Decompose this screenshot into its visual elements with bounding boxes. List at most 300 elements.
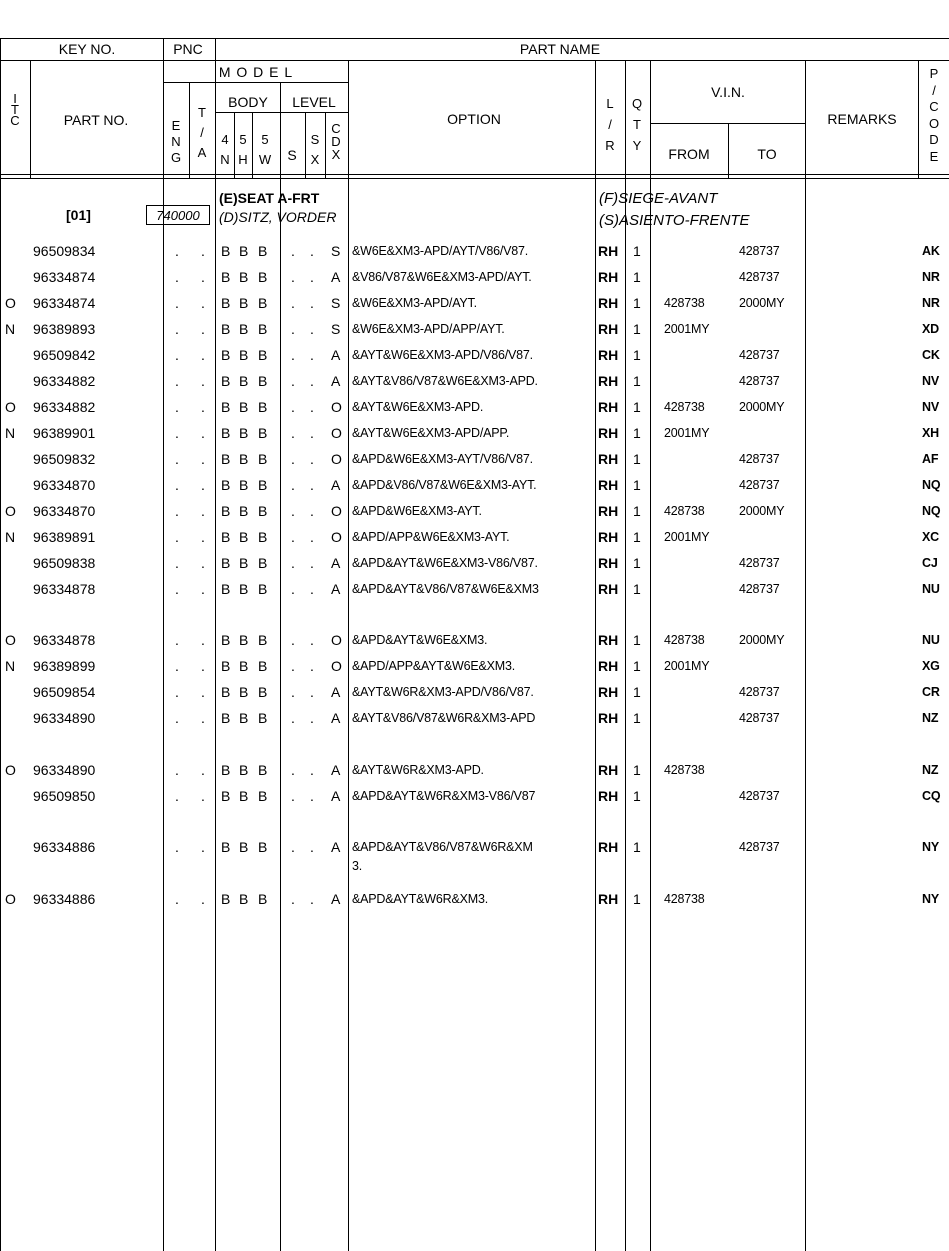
row-pcode: CK (922, 348, 940, 362)
row-qty: 1 (633, 399, 641, 415)
row-lr: RH (598, 451, 619, 467)
row-body-5h: B (239, 529, 249, 545)
row-body-5h: B (239, 321, 249, 337)
row-ta: . (201, 555, 205, 571)
row-body-4n: B (221, 658, 231, 674)
row-part-no: 96334886 (33, 891, 96, 907)
row-ta: . (201, 839, 205, 855)
row-pcode: XC (922, 530, 939, 544)
row-pcode: NY (922, 892, 939, 906)
group-key-no: [01] (66, 207, 91, 223)
row-eng: . (175, 581, 179, 597)
row-body-5w: B (258, 529, 268, 545)
row-body-5w: B (258, 477, 268, 493)
header-part-no: PART NO. (63, 112, 129, 128)
row-body-5h: B (239, 632, 249, 648)
row-qty: 1 (633, 477, 641, 493)
row-eng: . (175, 632, 179, 648)
row-ta: . (201, 373, 205, 389)
row-lr: RH (598, 425, 619, 441)
row-eng: . (175, 425, 179, 441)
row-qty: 1 (633, 891, 641, 907)
col-pnc-divider (215, 38, 216, 1251)
row-body-4n: B (221, 451, 231, 467)
row-lr: RH (598, 839, 619, 855)
header-body-4n: 4 N (220, 132, 230, 167)
row-lr: RH (598, 632, 619, 648)
row-ta: . (201, 295, 205, 311)
row-level-cdx: O (331, 658, 342, 674)
row-body-5w: B (258, 373, 268, 389)
row-lr: RH (598, 581, 619, 597)
row-vin-to: 428737 (739, 556, 780, 570)
row-body-5h: B (239, 451, 249, 467)
row-level-cdx: A (331, 891, 341, 907)
row-body-5w: B (258, 762, 268, 778)
row-level-sx: . (310, 632, 314, 648)
row-body-4n: B (221, 243, 231, 259)
row-ta: . (201, 632, 205, 648)
row-body-5w: B (258, 347, 268, 363)
row-body-5h: B (239, 477, 249, 493)
group-name-f: (F)SIEGE-AVANT (599, 190, 718, 207)
header-lr: L / R (605, 96, 615, 153)
row-ta: . (201, 788, 205, 804)
row-ta: . (201, 269, 205, 285)
row-level-s: . (291, 529, 295, 545)
row-eng: . (175, 529, 179, 545)
row-eng: . (175, 321, 179, 337)
row-vin-to: 2000MY (739, 633, 785, 647)
row-body-5h: B (239, 710, 249, 726)
row-body-5w: B (258, 710, 268, 726)
row-pcode: XH (922, 426, 939, 440)
row-pcode: AF (922, 452, 939, 466)
row-option: &APD&W6E&XM3-AYT/V86/V87. (352, 452, 533, 466)
row-itc: O (5, 295, 16, 311)
row-eng: . (175, 295, 179, 311)
row-body-4n: B (221, 710, 231, 726)
row-qty: 1 (633, 555, 641, 571)
row-qty: 1 (633, 632, 641, 648)
row-qty: 1 (633, 347, 641, 363)
row-vin-to: 428737 (739, 840, 780, 854)
row-level-s: . (291, 451, 295, 467)
row-body-4n: B (221, 503, 231, 519)
row-vin-to: 428737 (739, 374, 780, 388)
row-itc: N (5, 321, 16, 337)
header-body: BODY (228, 94, 268, 110)
row-level-sx: . (310, 710, 314, 726)
row-level-sx: . (310, 399, 314, 415)
header-itc: I T C (10, 91, 20, 128)
row-body-4n: B (221, 321, 231, 337)
row-ta: . (201, 684, 205, 700)
row-vin-to: 428737 (739, 711, 780, 725)
row-lr: RH (598, 399, 619, 415)
row-option: &APD&AYT&V86/V87&W6R&XM (352, 840, 533, 854)
row-part-no: 96509834 (33, 243, 96, 259)
row-pcode: CJ (922, 556, 938, 570)
col-left-border (0, 38, 1, 1251)
row-vin-to: 2000MY (739, 296, 785, 310)
row-pcode: NU (922, 582, 940, 596)
row-eng: . (175, 684, 179, 700)
row-part-no: 96509850 (33, 788, 96, 804)
row-part-no: 96334882 (33, 399, 96, 415)
row-ta: . (201, 581, 205, 597)
row-body-5h: B (239, 425, 249, 441)
row-vin-from: 2001MY (664, 426, 710, 440)
col-remarks-divider (918, 60, 919, 178)
row-part-no: 96334890 (33, 762, 96, 778)
col-from-divider (728, 123, 729, 178)
col-5h-divider (252, 112, 253, 178)
row-option: &APD/APP&W6E&XM3-AYT. (352, 530, 510, 544)
row-ta: . (201, 529, 205, 545)
row-part-no: 96334874 (33, 269, 96, 285)
row-eng: . (175, 399, 179, 415)
col-s-divider (305, 112, 306, 178)
group-pnc: 740000 (156, 207, 200, 223)
row-ta: . (201, 477, 205, 493)
row-pcode: NU (922, 633, 940, 647)
row-level-s: . (291, 658, 295, 674)
row-lr: RH (598, 710, 619, 726)
row-ta: . (201, 243, 205, 259)
row-level-s: . (291, 503, 295, 519)
row-level-sx: . (310, 581, 314, 597)
row-level-cdx: S (331, 321, 341, 337)
row-body-5w: B (258, 658, 268, 674)
row-pcode: XG (922, 659, 940, 673)
row-itc: N (5, 529, 16, 545)
row-level-sx: . (310, 529, 314, 545)
row-body-5w: B (258, 503, 268, 519)
row-option: &APD&AYT&W6R&XM3. (352, 892, 488, 906)
row-body-5h: B (239, 243, 249, 259)
row-level-cdx: S (331, 243, 341, 259)
row-body-4n: B (221, 555, 231, 571)
row-qty: 1 (633, 762, 641, 778)
row-body-5h: B (239, 891, 249, 907)
row-part-no: 96334882 (33, 373, 96, 389)
row-part-no: 96389899 (33, 658, 96, 674)
row-part-no: 96334878 (33, 632, 96, 648)
row-lr: RH (598, 555, 619, 571)
header-level: LEVEL (292, 94, 336, 110)
row-body-5h: B (239, 373, 249, 389)
row-lr: RH (598, 269, 619, 285)
row-body-4n: B (221, 269, 231, 285)
row-level-sx: . (310, 555, 314, 571)
row-level-cdx: A (331, 373, 341, 389)
row-itc: N (5, 658, 16, 674)
row-option: &V86/V87&W6E&XM3-APD/AYT. (352, 270, 532, 284)
row-level-cdx: A (331, 788, 341, 804)
row-body-4n: B (221, 839, 231, 855)
header-vin: V.I.N. (711, 84, 745, 100)
row-level-sx: . (310, 243, 314, 259)
row-level-cdx: O (331, 503, 342, 519)
row-body-5w: B (258, 684, 268, 700)
row-option: &APD&V86/V87&W6E&XM3-AYT. (352, 478, 537, 492)
row-eng: . (175, 373, 179, 389)
row-option: &W6E&XM3-APD/APP/AYT. (352, 322, 505, 336)
row-pcode: NQ (922, 504, 941, 518)
row-body-5h: B (239, 581, 249, 597)
row-body-5w: B (258, 581, 268, 597)
row-eng: . (175, 555, 179, 571)
row-vin-to: 2000MY (739, 504, 785, 518)
row-ta: . (201, 762, 205, 778)
row-eng: . (175, 451, 179, 467)
row-body-5h: B (239, 347, 249, 363)
row-level-cdx: A (331, 839, 341, 855)
row-level-s: . (291, 399, 295, 415)
header-body-5w: 5 W (258, 132, 272, 167)
row-level-sx: . (310, 839, 314, 855)
header-key-no: KEY NO. (58, 41, 116, 57)
row-qty: 1 (633, 269, 641, 285)
row-body-5h: B (239, 399, 249, 415)
row-part-no: 96389891 (33, 529, 96, 545)
row-body-5h: B (239, 684, 249, 700)
row-level-sx: . (310, 321, 314, 337)
row-level-cdx: A (331, 347, 341, 363)
row-part-no: 96509838 (33, 555, 96, 571)
row-eng: . (175, 658, 179, 674)
col-body-divider (280, 82, 281, 1251)
row-body-5w: B (258, 425, 268, 441)
row-part-no: 96334878 (33, 581, 96, 597)
row-part-no: 96509854 (33, 684, 96, 700)
row-eng: . (175, 477, 179, 493)
row-option: &APD&AYT&W6R&XM3-V86/V87 (352, 789, 536, 803)
row-level-s: . (291, 839, 295, 855)
group-name-e: (E)SEAT A-FRT (219, 190, 320, 206)
row-level-s: . (291, 269, 295, 285)
row-qty: 1 (633, 503, 641, 519)
row-pcode: CQ (922, 789, 941, 803)
row-option: &APD/APP&AYT&W6E&XM3. (352, 659, 515, 673)
row-option: &AYT&V86/V87&W6R&XM3-APD (352, 711, 536, 725)
row-pcode: NR (922, 296, 940, 310)
row-pcode: NQ (922, 478, 941, 492)
row-level-s: . (291, 632, 295, 648)
row-eng: . (175, 788, 179, 804)
group-name-d: (D)SITZ, VORDER (219, 209, 337, 225)
row-body-4n: B (221, 295, 231, 311)
header-ta: T / A (197, 105, 207, 160)
row-part-no: 96334870 (33, 503, 96, 519)
row-level-s: . (291, 347, 295, 363)
row-vin-from: 428738 (664, 400, 705, 414)
col-qty-divider (650, 60, 651, 1251)
model-divider (163, 82, 348, 83)
row-level-sx: . (310, 658, 314, 674)
row-option-continued: 3. (352, 859, 363, 873)
row-lr: RH (598, 788, 619, 804)
row-level-sx: . (310, 788, 314, 804)
row-itc: O (5, 503, 16, 519)
row-lr: RH (598, 373, 619, 389)
row-body-5w: B (258, 632, 268, 648)
row-level-cdx: S (331, 295, 341, 311)
row-part-no: 96389893 (33, 321, 96, 337)
row-lr: RH (598, 891, 619, 907)
row-lr: RH (598, 477, 619, 493)
row-lr: RH (598, 243, 619, 259)
row-body-5w: B (258, 243, 268, 259)
row-body-5w: B (258, 555, 268, 571)
row-ta: . (201, 399, 205, 415)
row-qty: 1 (633, 658, 641, 674)
row-eng: . (175, 269, 179, 285)
row-body-5h: B (239, 762, 249, 778)
row-body-5w: B (258, 295, 268, 311)
header-row1-divider (0, 60, 949, 61)
row-level-sx: . (310, 684, 314, 700)
row-vin-from: 428738 (664, 633, 705, 647)
row-part-no: 96334870 (33, 477, 96, 493)
row-level-sx: . (310, 295, 314, 311)
header-bottom-border-2 (0, 178, 949, 179)
row-level-cdx: A (331, 269, 341, 285)
row-ta: . (201, 451, 205, 467)
row-body-5w: B (258, 269, 268, 285)
row-part-no: 96334874 (33, 295, 96, 311)
row-pcode: NV (922, 400, 939, 414)
row-level-sx: . (310, 373, 314, 389)
row-level-s: . (291, 425, 295, 441)
row-option: &AYT&W6E&XM3-APD/APP. (352, 426, 510, 440)
row-pcode: NZ (922, 763, 939, 777)
row-option: &APD&AYT&V86/V87&W6E&XM3 (352, 582, 539, 596)
col-model-divider (348, 60, 349, 1251)
row-body-5w: B (258, 839, 268, 855)
row-option: &AYT&V86/V87&W6E&XM3-APD. (352, 374, 538, 388)
row-level-sx: . (310, 503, 314, 519)
row-body-5h: B (239, 295, 249, 311)
row-level-s: . (291, 477, 295, 493)
row-body-4n: B (221, 529, 231, 545)
row-itc: O (5, 891, 16, 907)
row-itc: O (5, 399, 16, 415)
row-vin-from: 428738 (664, 763, 705, 777)
row-vin-from: 2001MY (664, 530, 710, 544)
row-vin-from: 428738 (664, 892, 705, 906)
row-body-4n: B (221, 373, 231, 389)
row-eng: . (175, 503, 179, 519)
row-lr: RH (598, 347, 619, 363)
row-level-cdx: O (331, 425, 342, 441)
header-level-s: S (287, 147, 297, 163)
row-pcode: NZ (922, 711, 939, 725)
row-vin-to: 428737 (739, 685, 780, 699)
row-level-s: . (291, 762, 295, 778)
row-option: &APD&W6E&XM3-AYT. (352, 504, 482, 518)
row-vin-to: 428737 (739, 789, 780, 803)
row-vin-from: 428738 (664, 296, 705, 310)
row-ta: . (201, 321, 205, 337)
row-lr: RH (598, 503, 619, 519)
row-body-5h: B (239, 503, 249, 519)
row-lr: RH (598, 762, 619, 778)
row-level-cdx: A (331, 555, 341, 571)
row-qty: 1 (633, 425, 641, 441)
header-option: OPTION (447, 111, 501, 127)
header-body-5h: 5 H (238, 132, 248, 167)
row-level-s: . (291, 243, 295, 259)
row-part-no: 96509832 (33, 451, 96, 467)
row-body-4n: B (221, 581, 231, 597)
row-qty: 1 (633, 839, 641, 855)
col-sx-divider (325, 112, 326, 178)
row-body-4n: B (221, 684, 231, 700)
row-eng: . (175, 891, 179, 907)
row-level-s: . (291, 891, 295, 907)
row-level-sx: . (310, 477, 314, 493)
group-pnc-box (146, 205, 210, 225)
row-vin-from: 428738 (664, 504, 705, 518)
row-level-cdx: A (331, 684, 341, 700)
row-body-5w: B (258, 788, 268, 804)
row-pcode: NV (922, 374, 939, 388)
row-level-s: . (291, 684, 295, 700)
row-ta: . (201, 658, 205, 674)
row-qty: 1 (633, 373, 641, 389)
row-pcode: NR (922, 270, 940, 284)
header-eng: E N G (170, 118, 182, 165)
row-level-cdx: O (331, 632, 342, 648)
row-level-cdx: O (331, 399, 342, 415)
row-level-s: . (291, 373, 295, 389)
header-remarks: REMARKS (827, 111, 897, 127)
row-body-5h: B (239, 555, 249, 571)
row-vin-to: 2000MY (739, 400, 785, 414)
row-level-sx: . (310, 451, 314, 467)
group-name-s: (S)ASIENTO-FRENTE (599, 212, 750, 229)
row-qty: 1 (633, 684, 641, 700)
col-option-divider (595, 60, 596, 1251)
col-4n-divider (234, 112, 235, 178)
col-eng-divider (189, 82, 190, 178)
row-qty: 1 (633, 451, 641, 467)
row-level-s: . (291, 581, 295, 597)
row-part-no: 96389901 (33, 425, 96, 441)
row-option: &APD&AYT&W6E&XM3-V86/V87. (352, 556, 538, 570)
row-level-s: . (291, 321, 295, 337)
row-eng: . (175, 710, 179, 726)
row-level-cdx: A (331, 581, 341, 597)
header-pcode: P / C O D E (928, 66, 940, 164)
row-vin-to: 428737 (739, 452, 780, 466)
row-ta: . (201, 710, 205, 726)
row-level-s: . (291, 710, 295, 726)
row-option: &AYT&W6R&XM3-APD. (352, 763, 484, 777)
row-option: &W6E&XM3-APD/AYT. (352, 296, 477, 310)
row-lr: RH (598, 658, 619, 674)
row-body-5w: B (258, 451, 268, 467)
row-body-4n: B (221, 425, 231, 441)
row-ta: . (201, 425, 205, 441)
row-part-no: 96509842 (33, 347, 96, 363)
row-body-5h: B (239, 658, 249, 674)
row-level-s: . (291, 295, 295, 311)
row-level-sx: . (310, 425, 314, 441)
row-ta: . (201, 891, 205, 907)
